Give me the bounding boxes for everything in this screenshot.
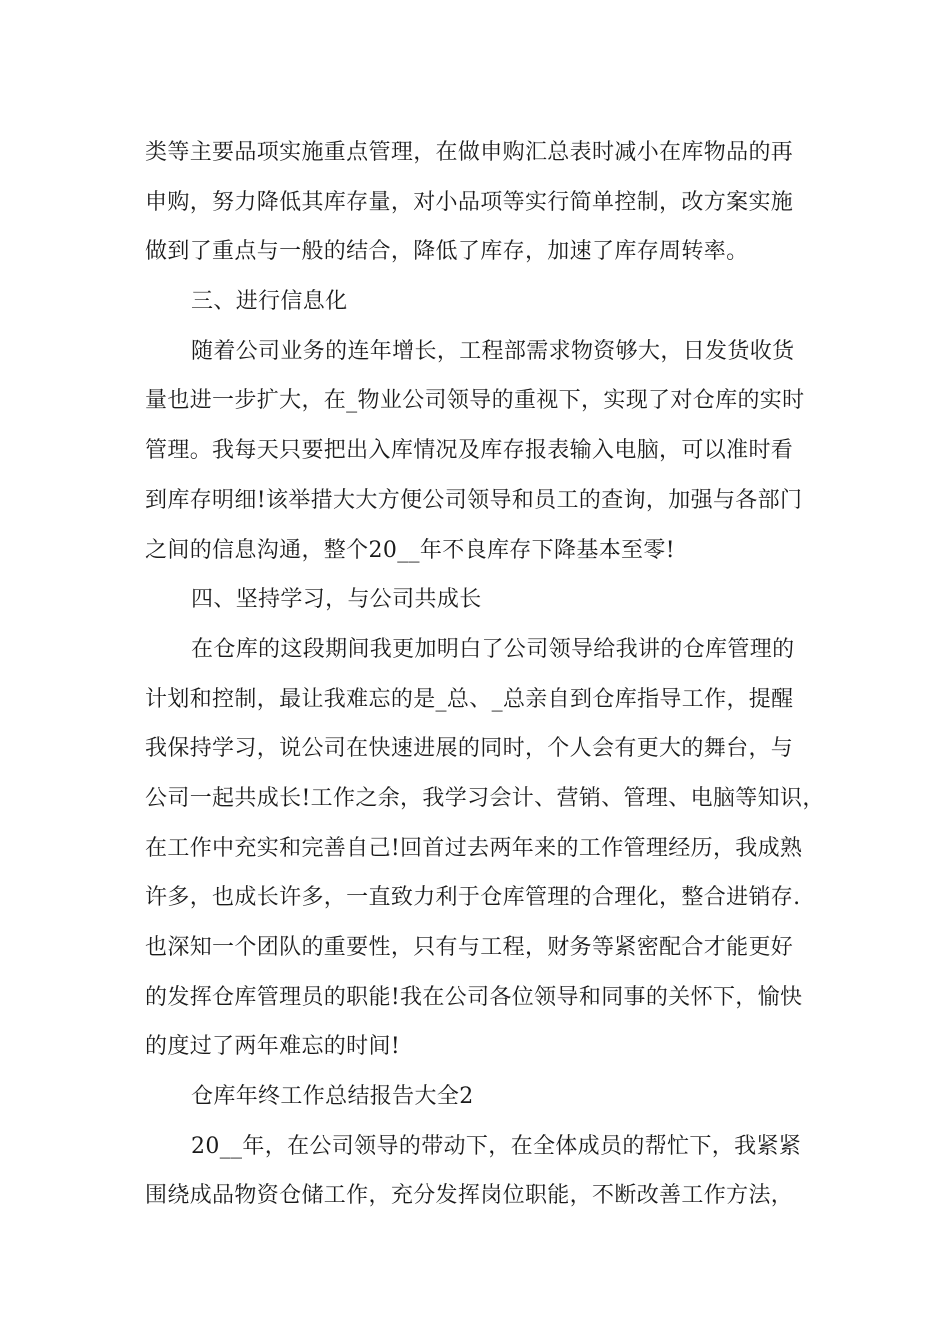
document-subtitle: 仓库年终工作总结报告大全2 <box>191 1084 474 1110</box>
paragraph-line: 也深知一个团队的重要性，只有与工程，财务等紧密配合才能更好 <box>145 935 794 960</box>
paragraph-line: 计划和控制，最让我难忘的是_总、_总亲自到仓库指导工作，提醒 <box>145 686 794 712</box>
paragraph-line: 的度过了两年难忘的时间! <box>145 1034 401 1060</box>
paragraph-line: 类等主要品项实施重点管理，在做申购汇总表时减小在库物品的再 <box>145 140 794 165</box>
paragraph-line: 之间的信息沟通，整个20__年不良库存下降基本至零! <box>145 537 675 563</box>
paragraph-line: 许多，也成长许多，一直致力利于仓库管理的合理化，整合进销存. <box>145 885 801 911</box>
paragraph-line: 量也进一步扩大，在_物业公司领导的重视下，实现了对仓库的实时 <box>145 388 805 414</box>
paragraph-line: 围绕成品物资仓储工作，充分发挥岗位职能，不断改善工作方法， <box>145 1183 794 1209</box>
paragraph-line: 随着公司业务的连年增长，工程部需求物资够大，日发货收货 <box>191 338 795 364</box>
paragraph-line: 做到了重点与一般的结合，降低了库存，加速了库存周转率。 <box>145 239 749 265</box>
document-body <box>145 128 825 1221</box>
paragraph-line: 我保持学习，说公司在快速进展的同时，个人会有更大的舞台，与 <box>145 736 794 762</box>
paragraph-line: 管理。我每天只要把出入库情况及库存报表输入电脑，可以准时看 <box>145 438 794 464</box>
section-heading: 三、进行信息化 <box>191 289 348 315</box>
paragraph-line: 到库存明细!该举措大大方便公司领导和员工的查询，加强与各部门 <box>145 487 803 513</box>
paragraph-line: 申购，努力降低其库存量，对小品项等实行简单控制，改方案实施 <box>145 189 794 215</box>
paragraph-line: 20__年，在公司领导的带动下，在全体成员的帮忙下，我紧紧 <box>191 1133 802 1159</box>
paragraph-line: 在工作中充实和完善自己!回首过去两年来的工作管理经历，我成熟 <box>145 835 803 861</box>
paragraph-line: 的发挥仓库管理员的职能!我在公司各位领导和同事的关怀下，愉快 <box>145 984 803 1010</box>
paragraph-line: 在仓库的这段期间我更加明白了公司领导给我讲的仓库管理的 <box>191 636 795 662</box>
section-heading: 四、坚持学习，与公司共成长 <box>191 587 482 613</box>
paragraph-line: 公司一起共成长!工作之余，我学习会计、营销、管理、电脑等知识， <box>145 785 825 811</box>
